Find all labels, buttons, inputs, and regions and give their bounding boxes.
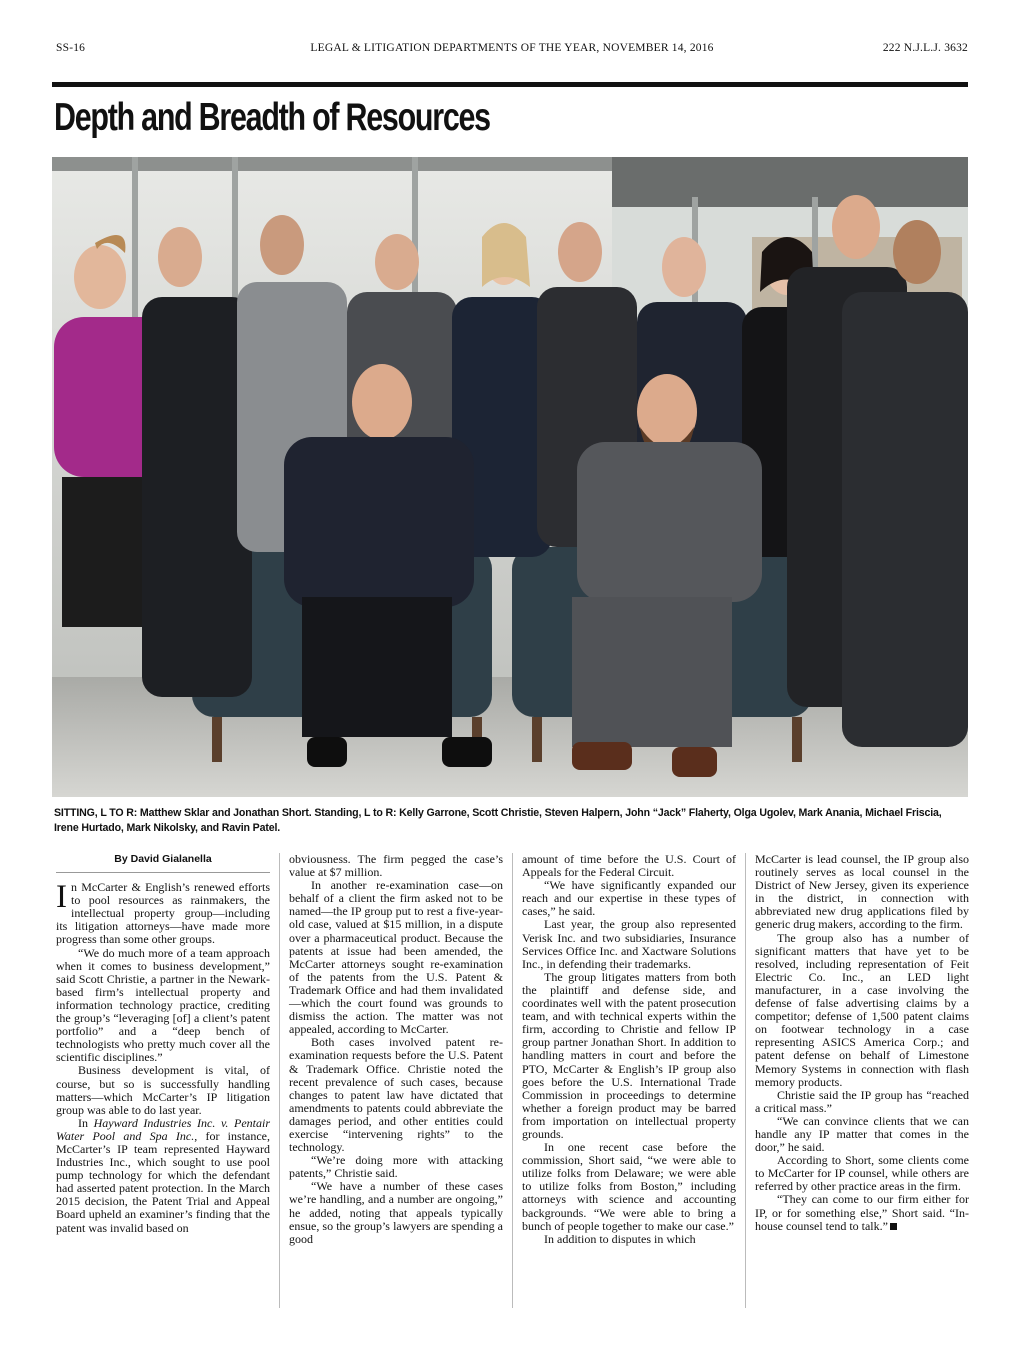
paragraph: The group litigates matters from both the plaintiff and defense side, and coordinates well with the patent prosecution team, and with technical experts within the firm, according to Christie and fellow IP group partner Jonathan Short. In addition to handling matters in court and before the PTO, McCarter & English’s IP group also goes before the U.S. International Trade Commission in proceedings to determine whether a foreign product may be barred from importation on intellectual property grounds. (522, 969, 736, 1141)
photo-caption: SITTING, L TO R: Matthew Sklar and Jonathan Short. Standing, L to R: Kelly Garrone, Scott Christie, Steven Halpern, John “Jack” Flaherty, Olga Ugolev, Mark Anania, Michael Friscia, Irene Hurtado, Mark Nikolsky, and Ravin Patel. (54, 807, 942, 834)
paragraph-text: , for instance, McCarter’s IP team represented Hayward Industries Inc., which sought to use pool pump technology for which the defendant had asserted patent protection. In the March 2015 decision, the Patent Trial and Appeal Board upheld an examiner’s finding that the patent was invalid based on (56, 1128, 271, 1235)
paragraph: Last year, the group also represented Verisk Inc. and two subsidiaries, Insurance Services Office Inc. and Xactware Solutions Inc., in defending their trademarks. (522, 917, 736, 971)
paragraph: “We do much more of a team approach when it comes to business development,” said Scott Christie, a partner in the Newark-based firm’s intellectual property and information technology practice, crediting the group’s “leveraging [of] a client’s patent portfolio” and a “deep bench of technologists who pretty much cover all the scientific disciplines.” (56, 945, 270, 1065)
header-rule (52, 82, 968, 87)
group-photo-image (52, 157, 968, 797)
lead-paragraph (56, 881, 270, 946)
group-photo (52, 157, 968, 797)
paragraph: Business development is vital, of course, but so is successfully handling matters—which McCarter’s IP litigation group was able to do last year. (56, 1063, 270, 1117)
paragraph: In another re-examination case—on behalf of a client the firm asked not to be named—the IP group put to rest a five-year-old case, valued at $15 million, in a dispute over a pharmaceutical product. Because the patents at issue had been amended, the McCarter attorneys sought re-examination of the patents from the U.S. Patent & Trademark Office and had them invalidated—which the court found was grounds to dismiss the action. The matter was not appealed, according to McCarter. (289, 878, 503, 1037)
column-divider (279, 853, 280, 1308)
headline: Depth and Breadth of Resources (54, 96, 490, 139)
case-name: Hayward Industries Inc. v. Pentair Water Pool and Spa Inc. (56, 1115, 270, 1143)
paragraph: obviousness. The firm pegged the case’s value at $7 million. (289, 852, 503, 880)
byline: By David Gialanella (56, 853, 270, 873)
paragraph-text: “They can come to our firm either for IP, or for something else,” Short said. “In-house counsel tend to talk.” (755, 1192, 969, 1233)
paragraph: Christie said the IP group has “reached a critical mass.” (755, 1087, 969, 1115)
paragraph: According to Short, some clients come to McCarter for IP counsel, while others are referred by other practice areas in the firm. (755, 1153, 969, 1194)
page-header (56, 42, 968, 62)
paragraph: amount of time before the U.S. Court of Appeals for the Federal Circuit. (522, 852, 736, 880)
paragraph (56, 1117, 270, 1235)
paragraph-text: In (78, 1115, 94, 1130)
paragraph: The group also has a number of significant matters that have yet to be resolved, including representation of Feit Electric Co. Inc., an LED light manufacturer, in a case involving the defense of false advertising claims by a competitor; defense of 1,500 patent claims on footwear technology in a case representing ASICS America Corp.; and patent defense on behalf of Limestone Memory Systems in connection with flash memory products. (755, 930, 969, 1089)
paragraph: “We have a number of these cases we’re handling, and a number are ongoing,” he added, noting that appeals typically ensue, so the group’s lawyers are spending a good (289, 1179, 503, 1246)
closing-paragraph (755, 1193, 969, 1232)
drop-cap: I (56, 879, 67, 916)
end-mark-icon (890, 1223, 897, 1230)
volume-citation: 222 N.J.L.J. 3632 (882, 42, 968, 54)
paragraph: “We can convince clients that we can handle any IP matter that comes in the door,” he said. (755, 1113, 969, 1155)
article-column-3 (522, 853, 736, 1246)
article-column-4 (755, 853, 969, 1233)
paragraph: “We’re doing more with attacking patents,” Christie said. (289, 1153, 503, 1181)
article-column-2 (289, 853, 503, 1246)
paragraph: In one recent case before the commission, Short said, “we were able to utilize folks from Delaware; we were able to utilize folks from Boston,” including attorneys with science and accounting backgrounds. “We were able to bring a bunch of people together to make our case.” (522, 1140, 736, 1233)
paragraph-text: n McCarter & English’s renewed efforts to pool resources as rainmakers, the intellectual property group—including its litigation attorneys—have made more progress than some other groups. (56, 880, 270, 947)
paragraph: In addition to disputes in which (544, 1231, 696, 1246)
article-column-1 (56, 853, 270, 1235)
paragraph: McCarter is lead counsel, the IP group also routinely serves as local counsel in the District of New Jersey, given its experience in the district, in connection with abbreviated new drug applications filed by generic drug makers, according to the firm. (755, 852, 969, 932)
paragraph: “We have significantly expanded our reach and our expertise in these types of cases,” he said. (522, 878, 736, 919)
publication-line: LEGAL & LITIGATION DEPARTMENTS OF THE YEAR, NOVEMBER 14, 2016 (310, 42, 714, 54)
paragraph: Both cases involved patent re-examination requests before the U.S. Patent & Trademark Office. Christie noted the recent prevalence of such cases, because changes to patent law have dictated that amendments to patents could abbreviate the damages period, and other entities could exercise “intervening rights” to the technology. (289, 1035, 503, 1155)
column-divider (512, 853, 513, 1308)
column-divider (745, 853, 746, 1308)
page-number: SS-16 (56, 42, 86, 54)
